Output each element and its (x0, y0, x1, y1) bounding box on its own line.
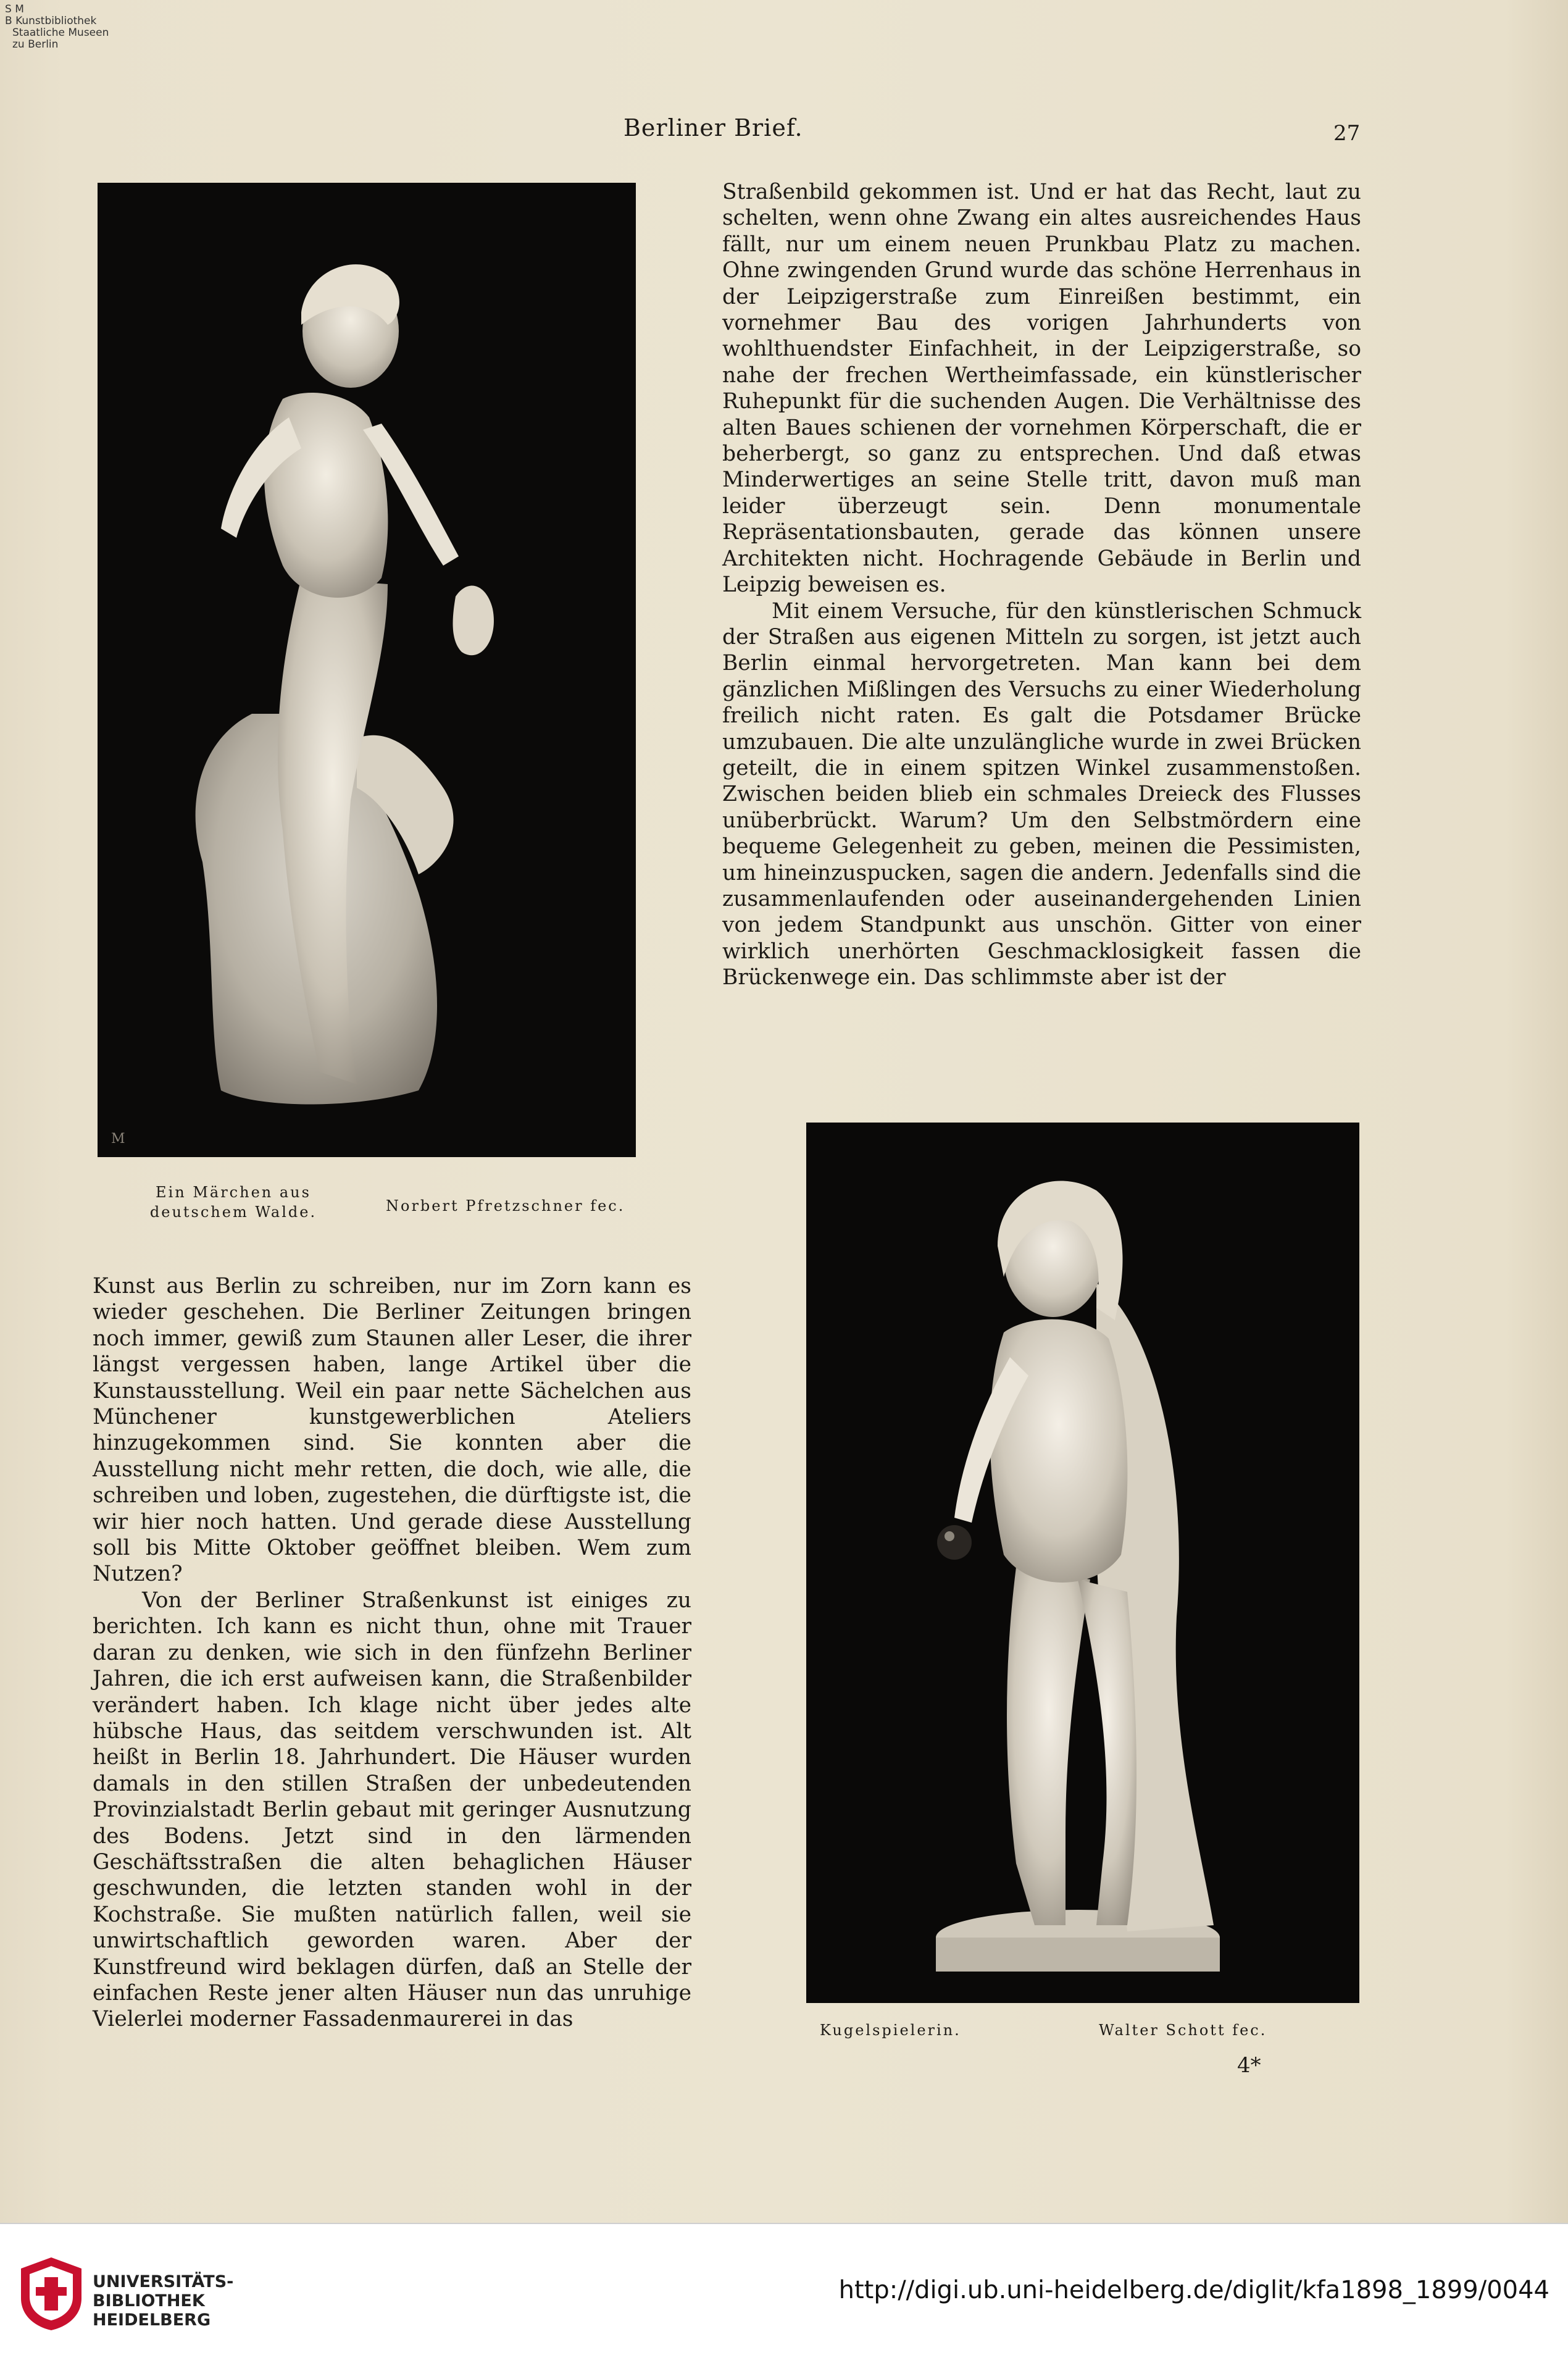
stamp-line: Staatliche Museen (12, 27, 109, 39)
university-seal-icon (17, 2255, 85, 2332)
signature-mark: 4* (1237, 2053, 1261, 2078)
caption-title-line: Ein Märchen aus (156, 1184, 311, 1201)
paragraph: Kunst aus Berlin zu schreiben, nur im Zorn kann es wieder geschehen. Die Berliner Zeitungen bringen noch immer, gewiß zum Staunen aller Leser, die ihrer längst vergessen haben, lange Artikel über die Kunstausstellung. Weil ein paar nette Sächelchen aus Münchener kunstgewerblichen Ateliers hinzugekommen sind. Sie konnten aber die Ausstellung nicht mehr retten, die doch, wie alle, die schreiben und loben, zugestehen, die dürftigste ist, die wir hier noch hatten. Und gerade diese Ausstellung soll bis Mitte Oktober geöffnet bleiben. Wem zum Nutzen? (93, 1274, 691, 1587)
paragraph: Straßenbild gekommen ist. Und er hat das Recht, laut zu schelten, wenn ohne Zwang ein altes ausreichendes Haus fällt, nur um einem neuen Prunkbau Platz zu machen. Ohne zwingenden Grund wurde das schöne Herrenhaus in der Leipzigerstraße zum Einreißen bestimmt, ein vornehmer Bau des vorigen Jahrhunderts von wohlthuendster Einfachheit, in der Leipzigerstraße, so nahe der frechen Wertheimfassade, ein künstlerischer Ruhepunkt für die suchenden Augen. Die Verhältnisse des alten Baues schienen der vornehmen Körperschaft, die er beherbergt, so ganz zu entsprechen. Und daß etwas Minderwertiges an seine Stelle tritt, davon muß man leider überzeugt sein. Denn monumentale Repräsentationsbauten, gerade das können unsere Architekten nicht. Hochragende Gebäude in Berlin und Leipzig beweisen es. (722, 180, 1361, 598)
caption-title-1 (116, 1182, 351, 1222)
sculpture-illustration (806, 1123, 1359, 2003)
caption-author-1: Norbert Pfretzschner fec. (386, 1197, 625, 1215)
caption-title-line: deutschem Walde. (149, 1203, 317, 1221)
text-column-left (93, 1273, 691, 2033)
page-number: 27 (1333, 121, 1361, 146)
logo-line: UNIVERSITÄTS- (93, 2272, 234, 2291)
text-column-right (722, 179, 1361, 991)
library-logo-text (93, 2272, 233, 2330)
permalink-url[interactable]: http://digi.ub.uni-heidelberg.de/diglit/kfa1898_1899/0044 (838, 2276, 1549, 2304)
logo-line: HEIDELBERG (93, 2311, 211, 2330)
stamp-line: zu Berlin (12, 38, 59, 51)
logo-line: BIBLIOTHEK (93, 2291, 205, 2311)
sculpture-photo-kugelspielerin (806, 1123, 1359, 2003)
stamp-line: S M (5, 3, 24, 15)
paragraph: Von der Berliner Straßenkunst ist einiges zu berichten. Ich kann es nicht thun, ohne mit Trauer daran zu denken, wie sich in den fünfzehn Berliner Jahren, die ich erst aufweisen kann, die Straßenbilder verändert haben. Ich klage nicht über jedes alte hübsche Haus, das seitdem verschwunden ist. Alt heißt in Berlin 18. Jahrhundert. Die Häuser wurden damals in den stillen Straßen der unbedeutenden Provinzialstadt Berlin gebaut mit geringer Ausnutzung des Bodens. Jetzt sind in den lärmenden Geschäftsstraßen die alten behaglichen Häuser geschwunden, die letzten standen wohl in der Kochstraße. Sie mußten natürlich fallen, weil sie unwirtschaftlich geworden waren. Aber der Kunstfreund wird beklagen dürfen, daß an Stelle der einfachen Reste jener alten Häuser nun das unruhige Vielerlei moderner Fassadenmaurerei in das (93, 1587, 691, 2032)
library-stamp (5, 4, 109, 51)
caption-author-2: Walter Schott fec. (1099, 2022, 1267, 2039)
artist-monogram: M (111, 1131, 125, 1147)
sculpture-photo-maerchen (98, 183, 636, 1157)
caption-title-2: Kugelspielerin. (820, 2022, 961, 2039)
stamp-line: B Kunstbibliothek (5, 15, 97, 27)
sculpture-illustration (98, 183, 636, 1157)
paragraph: Mit einem Versuche, für den künstlerischen Schmuck der Straßen aus eigenen Mitteln zu sorgen, ist jetzt auch Berlin einmal hervorgetreten. Man kann bei dem gänzlichen Mißlingen des Versuchs zu einer Wiederholung freilich nicht raten. Es galt die Potsdamer Brücke umzubauen. Die alte unzulängliche wurde in zwei Brücken geteilt, die in einem spitzen Winkel zusammenstoßen. Zwischen beiden blieb ein schmales Dreieck des Flusses unüberbrückt. Warum? Um den Selbstmördern eine bequeme Gelegenheit zu geben, meinen die Pessimisten, um hineinzuspucken, sagen die andern. Jedenfalls sind die zusammenlaufenden oder auseinandergehenden Linien von jedem Standpunkt aus unschön. Gitter von einer wirklich unerhörten Geschmacklosigkeit fassen die Brückenwege ein. Das schlimmste aber ist der (722, 598, 1361, 990)
running-header: Berliner Brief. (623, 114, 803, 141)
footer-bar (0, 2223, 1568, 2363)
